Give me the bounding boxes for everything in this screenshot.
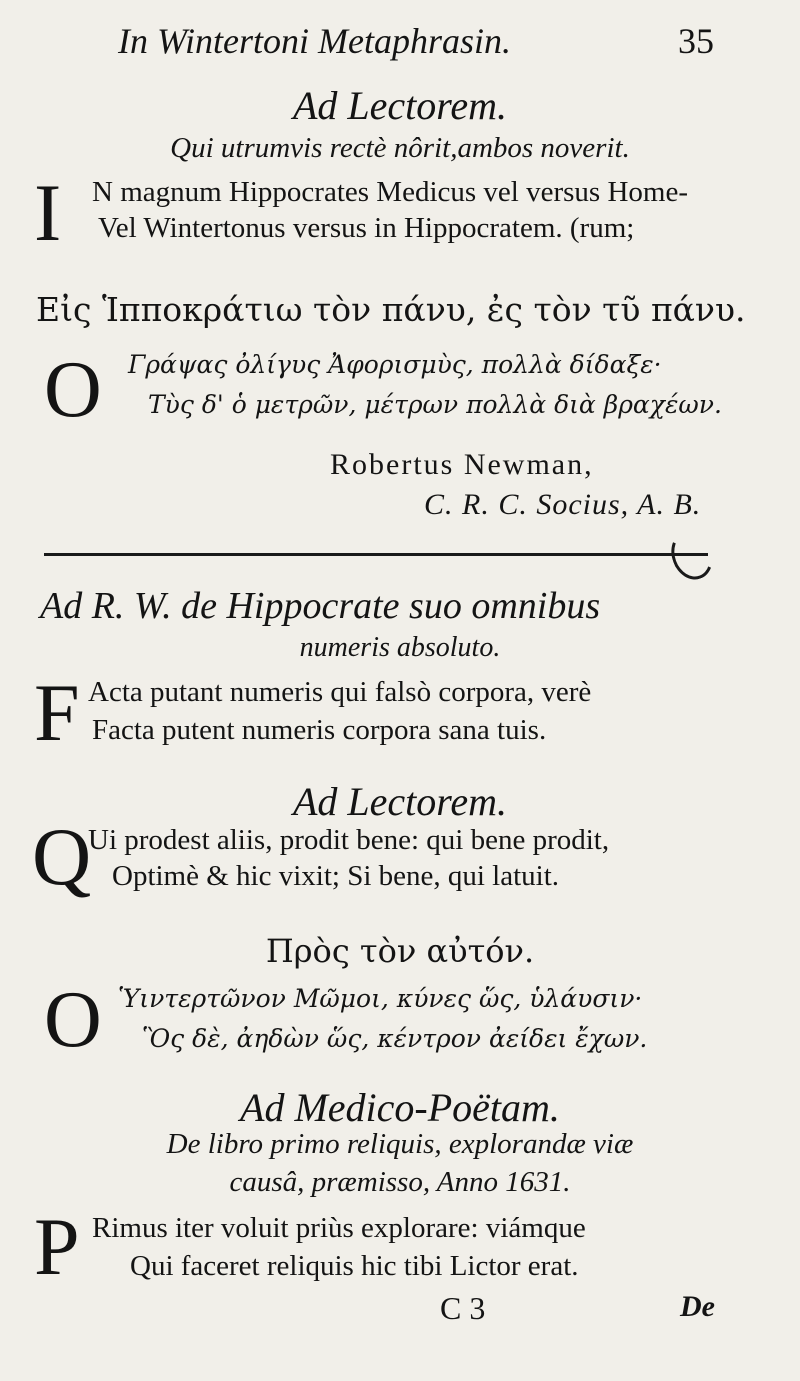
section4-heading: Πρὸς τὸν αὐτόν.	[265, 932, 535, 970]
section3-dropcap: Q	[32, 811, 92, 902]
section3-heading: Ad Lectorem.	[292, 779, 508, 824]
rule-flourish	[665, 525, 720, 586]
section4-dropcap: O	[44, 976, 102, 1064]
section1-greek-line2: Τὺς δ' ὁ μετρῶν, μέτρων πολλὰ διὰ βραχέων.	[148, 390, 722, 419]
section1-line2: Vel Wintertonus versus in Hippocratem. (rum;	[98, 212, 635, 244]
running-title: In Wintertoni Metaphrasin.	[118, 21, 511, 61]
section1-dropcap: I	[34, 167, 62, 258]
section2-heading1: Ad R. W. de Hippocrate suo omnibus	[40, 585, 601, 627]
section2-line2: Facta putent numeris corpora sana tuis.	[92, 714, 547, 746]
section5-dropcap: P	[34, 1201, 80, 1292]
page-number: 35	[678, 21, 714, 61]
section1-heading: Ad Lectorem.	[292, 83, 508, 128]
running-header	[118, 20, 718, 62]
section1-line1: N magnum Hippocrates Medicus vel versus Home-	[92, 176, 688, 208]
section3-line2: Optimè & hic vixit; Si bene, qui latuit.	[112, 860, 560, 892]
divider-rule	[44, 553, 708, 556]
catchword: De	[680, 1290, 715, 1323]
section5-line2: Qui faceret reliquis hic tibi Lictor erat.	[130, 1250, 579, 1282]
section4-line2: Ὃς δὲ, ἀηδὼν ὥς, κέντρον ἀείδει ἔχων.	[142, 1024, 648, 1053]
section2-dropcap: F	[34, 667, 80, 758]
section5-sub2: causâ, præmisso, Anno 1631.	[229, 1166, 571, 1198]
section3-line1: Ui prodest aliis, prodit bene: qui bene prodit,	[88, 824, 610, 856]
section1-motto: Qui utrumvis rectè nôrit,ambos noverit.	[170, 132, 630, 164]
section5-line1: Rimus iter voluit priùs explorare: viámque	[92, 1212, 586, 1244]
signature-name: Robertus Newman,	[330, 448, 594, 481]
signature-mark: C 3	[440, 1290, 486, 1326]
section5-heading: Ad Medico-Poëtam.	[240, 1085, 560, 1130]
section2-line1: Acta putant numeris qui falsò corpora, verè	[88, 676, 592, 708]
section1-greek-dropcap: O	[44, 346, 102, 434]
section1-greek-line1: Γράψας ὀλίγυς Ἀφορισμὺς, πολλὰ δίδαξε·	[128, 350, 662, 379]
section1-greek-title: Εἰς Ἱπποκράτιω τὸν πάνυ, ἐς τὸν τῦ πάνυ.	[36, 290, 746, 329]
signature-title: C. R. C. Socius, A. B.	[424, 488, 702, 521]
section5-sub1: De libro primo reliquis, explorandæ viæ	[166, 1128, 634, 1160]
section2-heading2: numeris absoluto.	[299, 632, 501, 663]
section4-line1: Ὑιντερτῶνον Μῶμοι, κύνες ὥς, ὑλάυσιν·	[118, 984, 643, 1013]
